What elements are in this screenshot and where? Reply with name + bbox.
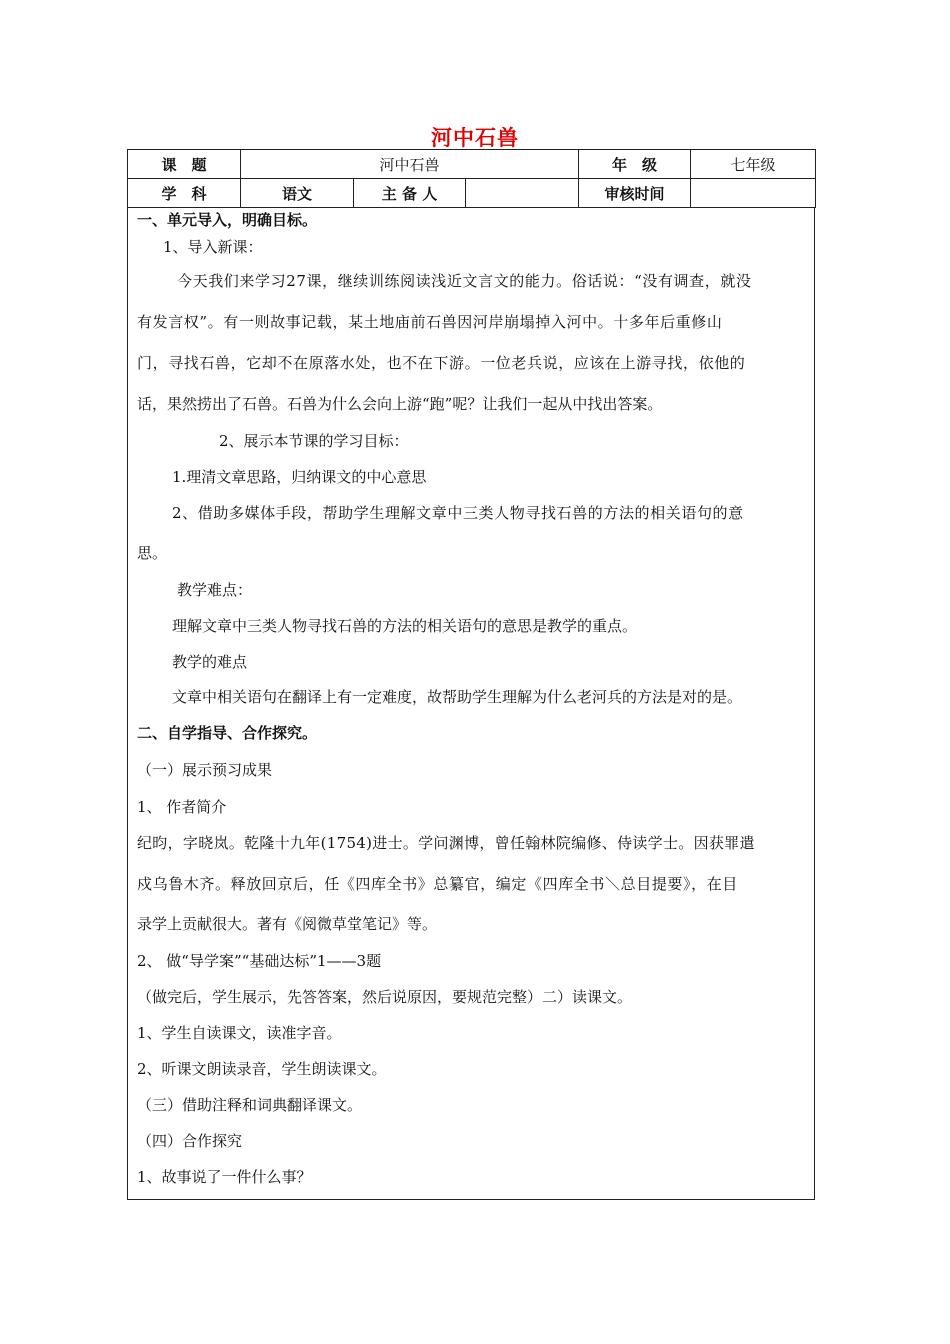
section2-sub4: （四）合作探究 (137, 1132, 243, 1150)
review-time-label: 审核时间 (579, 179, 691, 208)
intro-line-3: 门，寻找石兽，它却不在原落水处，也不在下游。一位老兵说，应该在上游寻找，依他的 (137, 354, 746, 372)
header-row-subject (128, 179, 816, 208)
goal-2-line-1: 2、借助多媒体手段，帮助学生理解文章中三类人物寻找石兽的方法的相关语句的意 (172, 504, 744, 522)
task-2: 2、 做“导学案”“基础达标”1——3题 (137, 952, 382, 970)
intro-line-4: 话，果然捞出了石兽。石兽为什么会向上游“跑”呢？让我们一起从中找出答案。 (137, 395, 663, 413)
reading-1: 1、学生自读课文，读准字音。 (137, 1024, 342, 1042)
grade-label: 年 级 (579, 150, 691, 179)
section2-heading: 二、自学指导、合作探究。 (137, 724, 318, 742)
review-time-value (691, 179, 816, 208)
topic-value: 河中石兽 (241, 150, 579, 179)
topic-label: 课 题 (128, 150, 241, 179)
grade-value: 七年级 (691, 150, 816, 179)
author-label: 1、 作者简介 (137, 798, 227, 816)
header-table (127, 149, 816, 208)
section2-sub3: （三）借助注释和词典翻译课文。 (137, 1096, 363, 1114)
difficulty-text-2: 文章中相关语句在翻译上有一定难度，故帮助学生理解为什么老河兵的方法是对的是。 (172, 688, 743, 706)
document-title: 河中石兽 (431, 126, 519, 150)
difficulty-text: 理解文章中三类人物寻找石兽的方法的相关语句的意思是教学的重点。 (172, 617, 638, 635)
subject-value: 语文 (241, 179, 354, 208)
goal-2-line-2: 思。 (137, 544, 168, 562)
intro-line-2: 有发言权”。有一则故事记载，某土地庙前石兽因河岸崩塌掉入河中。十多年后重修山 (137, 313, 723, 331)
task-2-note: （做完后，学生展示，先答答案，然后说原因，要规范完整）二）读课文。 (137, 988, 633, 1006)
reading-2: 2、听课文朗读录音，学生朗读课文。 (137, 1060, 387, 1078)
question-1: 1、故事说了一件什么事？ (137, 1168, 312, 1186)
author-line-2: 戍乌鲁木齐。释放回京后，任《四库全书》总纂官，编定《四库全书＼总目提要》，在目 (137, 875, 738, 893)
section1-sub2: 2、展示本节课的学习目标： (219, 432, 409, 450)
difficulty-label-2: 教学的难点 (172, 653, 248, 671)
subject-label: 学 科 (128, 179, 241, 208)
author-line-3: 录学上贡献很大。著有《阅微草堂笔记》等。 (137, 915, 438, 933)
preparer-label: 主 备 人 (354, 179, 466, 208)
lesson-content-box (127, 207, 815, 1200)
header-row-topic (128, 150, 816, 179)
section2-sub1: （一）展示预习成果 (137, 761, 273, 779)
author-line-1: 纪昀，字晓岚。乾隆十九年(1754)进士。学问渊博，曾任翰林院编修、侍读学士。因获罪遣 (137, 834, 755, 852)
intro-line-1: 今天我们来学习27课，继续训练阅读浅近文言文的能力。俗话说：“没有调查，就没 (177, 272, 752, 290)
section1-heading: 一、单元导入，明确目标。 (137, 211, 318, 229)
section1-sub1: 1、导入新课： (163, 238, 263, 256)
goal-1: 1.理清文章思路，归纳课文的中心意思 (172, 468, 427, 486)
preparer-value (466, 179, 579, 208)
difficulty-label: 教学难点： (177, 581, 253, 599)
